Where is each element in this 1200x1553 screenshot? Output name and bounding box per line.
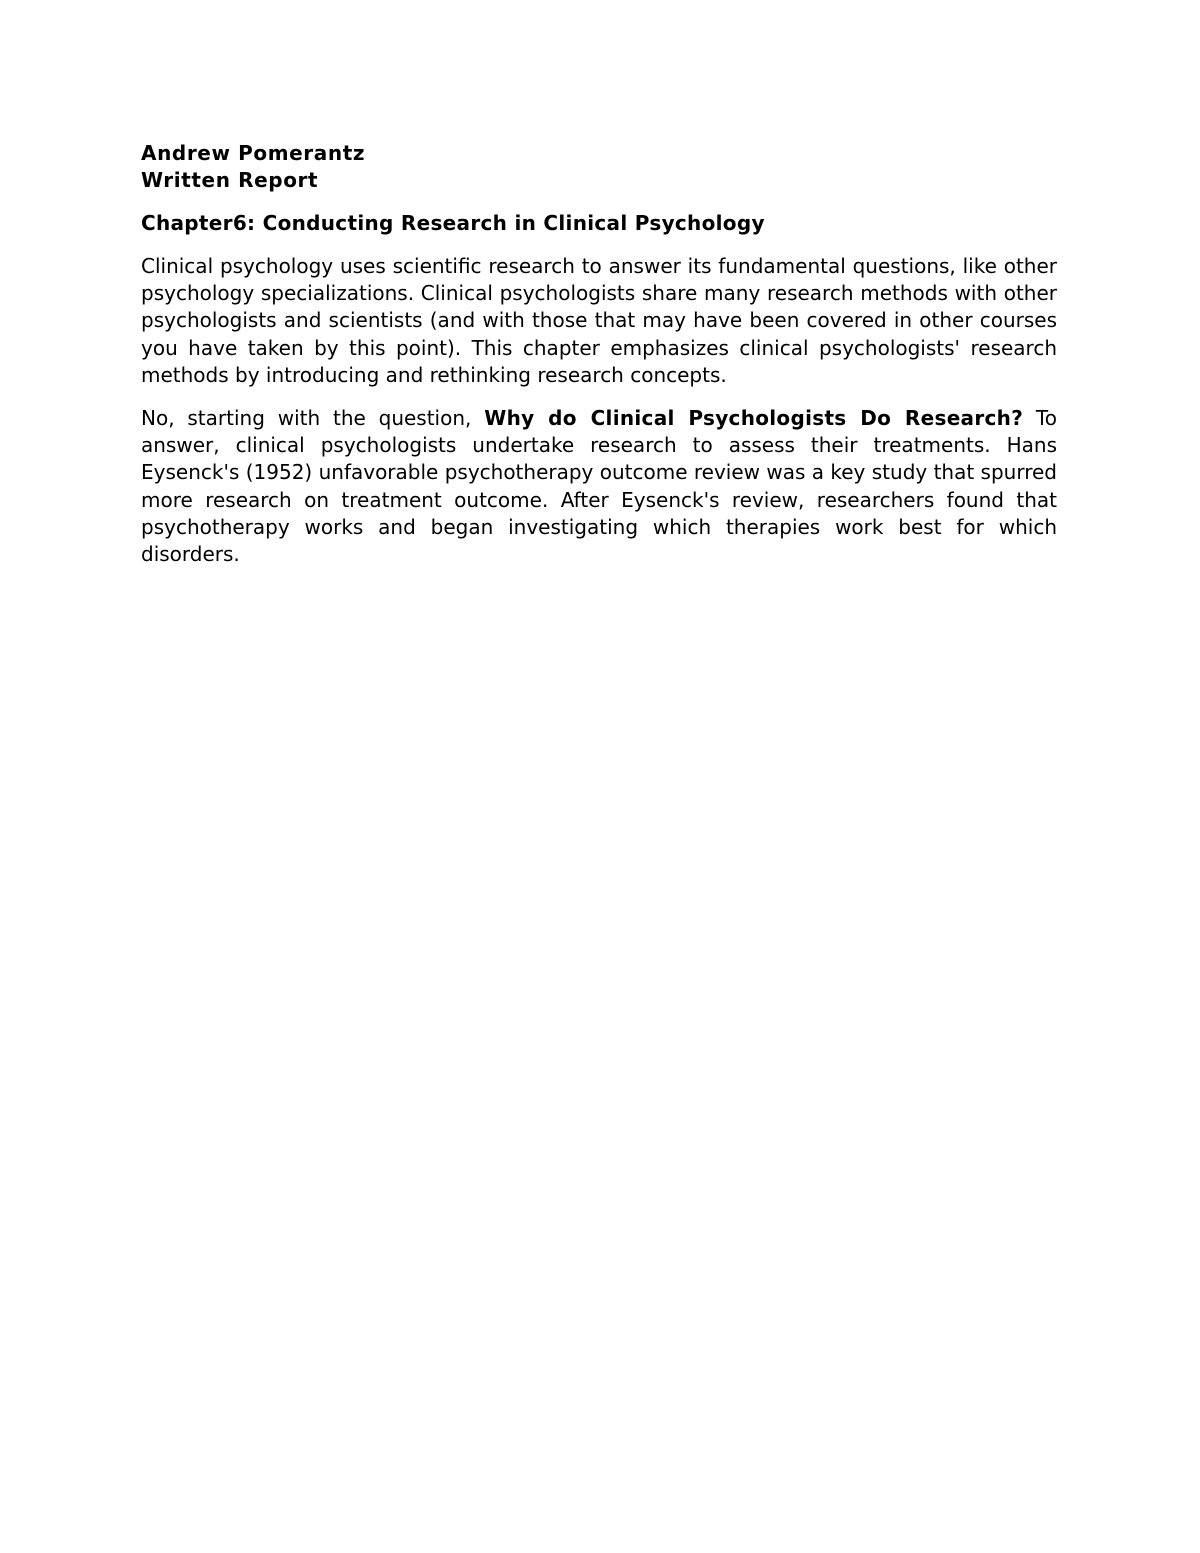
author-name: Andrew Pomerantz (141, 141, 366, 165)
question-heading: Why do Clinical Psychologists Do Research? (484, 406, 1024, 431)
chapter-title: Chapter6: Conducting Research in Clinical Psychology (141, 211, 765, 235)
report-type: Written Report (141, 168, 319, 192)
paragraph-lead-text: No, starting with the question, (141, 406, 485, 431)
paragraph-why-research (141, 405, 1057, 568)
paragraph-rest-text: To answer, clinical psychologists undertake research to assess their treatments. Hans Eysenck's (1952) unfavorable psychotherapy outcome review was a key study that spurred more research on treatment outcome. After Eysenck's review, researchers found that psychotherapy works and began investigating which therapies work best for which disorders. (141, 406, 1057, 567)
paragraph-intro: Clinical psychology uses scientific research to answer its fundamental questions, like other psychology specializations. Clinical psychologists share many research methods with other psychologists and scientists (and with those that may have been covered in other courses you have taken by this point). This chapter emphasizes clinical psychologists' research methods by introducing and rethinking research concepts. (141, 254, 1057, 387)
document-content (141, 140, 1057, 568)
